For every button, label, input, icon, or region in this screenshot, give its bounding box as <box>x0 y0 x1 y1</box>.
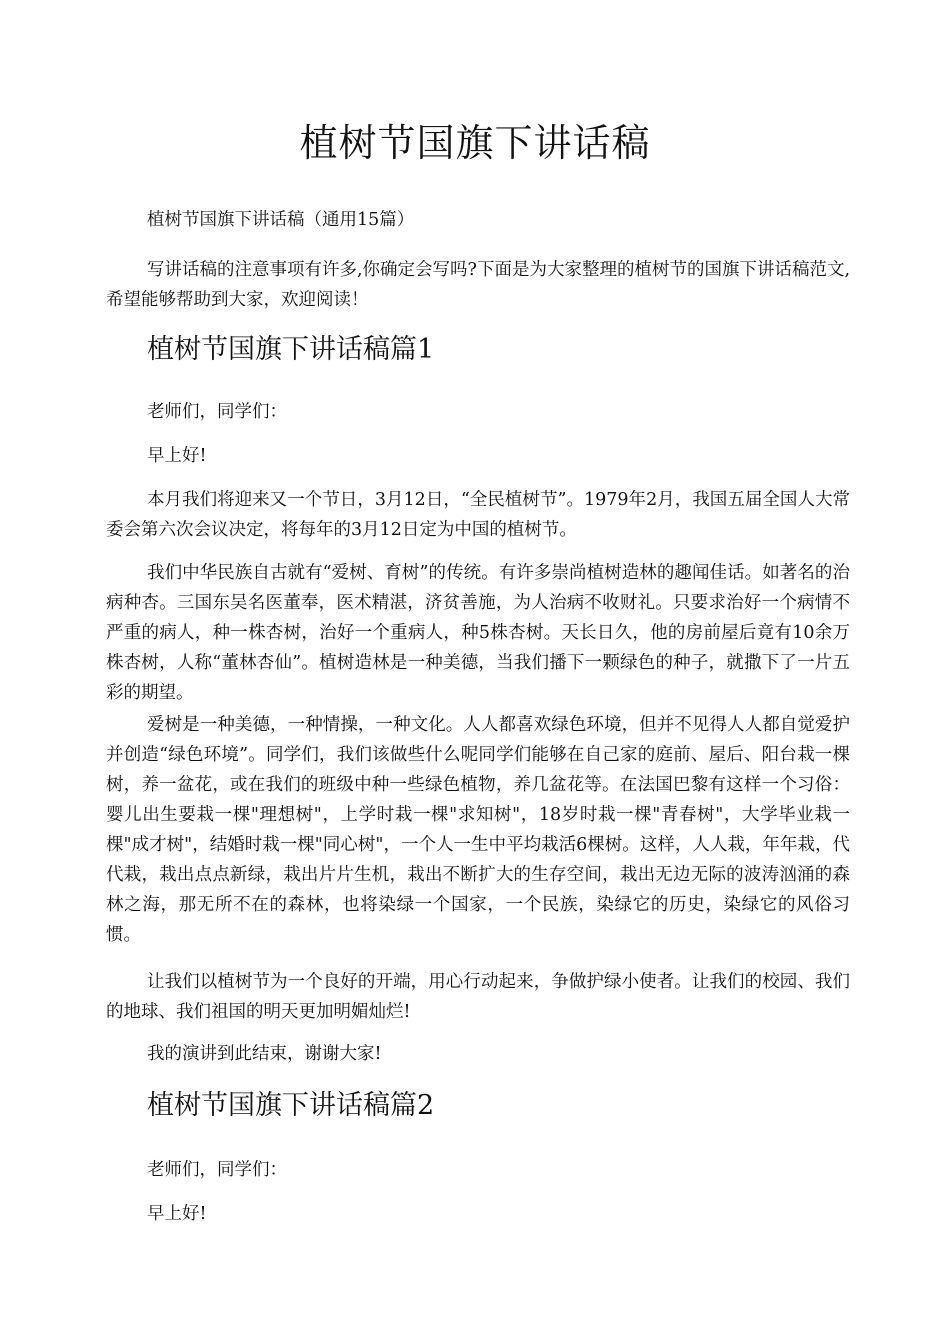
section-1-greeting: 老师们，同学们： <box>147 402 287 422</box>
section-1-paragraph-4: 让我们以植树节为一个良好的开端，用心行动起来，争做护绿小使者。让我们的校园、我们的地球、我们祖国的明天更加明媚灿烂! <box>106 972 850 1022</box>
section-2-greeting: 老师们，同学们： <box>147 1160 287 1180</box>
section-1-paragraph-3: 爱树是一种美德，一种情操，一种文化。人人都喜欢绿色环境，但并不见得人人都自觉爱护并创造“绿色环境”。同学们，我们该做些什么呢同学们能够在自己家的庭前、屋后、阳台栽一棵树，养一盆花，或在我们的班级中种一些绿色植物，养几盆花等。在法国巴黎有这样一个习俗：婴儿出生要栽一棵"理想树"，上学时栽一棵"求知树"，18岁时栽一棵"青春树"，大学毕业栽一棵"成才树"，结婚时栽一棵"同心树"，一个人一生中平均栽活6棵树。这样，人人栽，年年栽，代代栽，栽出点点新绿，栽出片片生机，栽出不断扩大的生存空间，栽出无边无际的波涛汹涌的森林之海，那无所不在的森林，也将染绿一个国家，一个民族，染绿它的历史，染绿它的风俗习惯。 <box>106 715 850 945</box>
subtitle-line: 植树节国旗下讲话稿（通用15篇） <box>147 210 415 230</box>
intro-paragraph: 写讲话稿的注意事项有许多,你确定会写吗?下面是为大家整理的植树节的国旗下讲话稿范文,希望能够帮助到大家，欢迎阅读！ <box>106 260 851 310</box>
section-1-paragraph-1: 本月我们将迎来又一个节日，3月12日，“全民植树节”。1979年2月，我国五届全国人大常委会第六次会议决定，将每年的3月12日定为中国的植树节。 <box>106 490 850 540</box>
section-2-heading: 植树节国旗下讲话稿篇2 <box>147 1090 435 1121</box>
section-2-morning: 早上好! <box>147 1204 207 1224</box>
section-1-closing: 我的演讲到此结束，谢谢大家! <box>147 1044 382 1064</box>
section-1-morning: 早上好! <box>147 446 207 466</box>
section-1-paragraph-2: 我们中华民族自古就有“爱树、育树”的传统。有许多崇尚植树造林的趣闻佳话。如著名的治病种杏。三国东吴名医董奉，医术精湛，济贫善施，为人治病不收财礼。只要求治好一个病情不严重的病人，种一株杏树，治好一个重病人，种5株杏树。天长日久，他的房前屋后竟有10余万株杏树，人称“董林杏仙”。植树造林是一种美德，当我们播下一颗绿色的种子，就撒下了一片五彩的期望。 <box>106 563 850 703</box>
document-title: 植树节国旗下讲话稿 <box>299 121 651 165</box>
section-1-heading: 植树节国旗下讲话稿篇1 <box>147 334 435 365</box>
